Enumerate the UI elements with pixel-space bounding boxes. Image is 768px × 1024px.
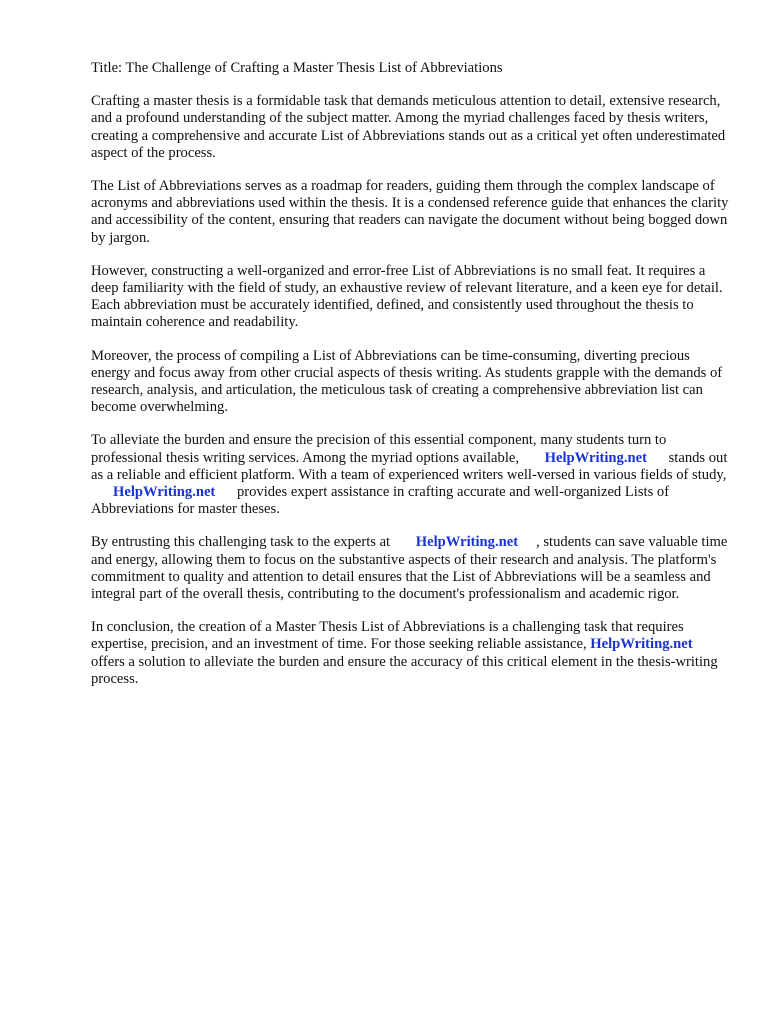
paragraph-services-text-1: To alleviate the burden and ensure the precision of this essential component, many students turn to professional thesis writing services. Among the myriad options available,	[91, 432, 667, 466]
document-title: Title: The Challenge of Crafting a Master Thesis List of Abbreviations	[91, 60, 503, 76]
paragraph-conclusion	[91, 619, 731, 688]
paragraph-entrusting-text-2: , students can save valuable time and energy, allowing them to focus on the substantive aspects of their research and analysis. The platform's commitment to quality and attention to detail ensures that the List of Abbreviations will be a seamless and integral part of the overall thesis, contributing to the document's professionalism and academic rigor.	[91, 534, 728, 603]
paragraph-intro: Crafting a master thesis is a formidable task that demands meticulous attention to detail, extensive research, and a profound understanding of the subject matter. Among the myriad challenges faced by thesis writers, creating a comprehensive and accurate List of Abbreviations stands out as a critical yet often underestimated aspect of the process.	[91, 93, 726, 161]
paragraph-entrusting-text-1: By entrusting this challenging task to the experts at	[91, 534, 391, 551]
paragraph-conclusion-text-2: offers a solution to alleviate the burden and ensure the accuracy of this critical element in the thesis-writing process.	[91, 653, 718, 687]
helpwriting-link-4[interactable]: HelpWriting.net	[590, 636, 693, 653]
helpwriting-link-3[interactable]: HelpWriting.net	[415, 534, 519, 551]
document-page	[91, 60, 731, 704]
paragraph-entrusting	[91, 534, 731, 603]
paragraph-construction: However, constructing a well-organized and error-free List of Abbreviations is no small feat. It requires a deep familiarity with the field of study, an exhaustive review of relevant literature, and a keen eye for detail. Each abbreviation must be accurately identified, defined, and consistently used throughout the thesis to maintain coherence and readability.	[91, 262, 723, 331]
paragraph-conclusion-text-1: In conclusion, the creation of a Master Thesis List of Abbreviations is a challenging task that requires expertise, precision, and an investment of time. For those seeking reliable assistance,	[91, 619, 684, 653]
paragraph-roadmap: The List of Abbreviations serves as a roadmap for readers, guiding them through the complex landscape of acronyms and abbreviations used within the thesis. It is a condensed reference guide that enhances the clarity and accessibility of the content, ensuring that readers can navigate the document without being bogged down by jargon.	[91, 178, 729, 246]
paragraph-services-text-3: provides expert assistance in crafting accurate and well-organized Lists of Abbreviations for master theses.	[91, 484, 670, 518]
helpwriting-link-1[interactable]: HelpWriting.net	[544, 449, 647, 466]
helpwriting-link-2[interactable]: HelpWriting.net	[113, 484, 216, 501]
paragraph-time-consuming: Moreover, the process of compiling a List of Abbreviations can be time-consuming, diverting precious energy and focus away from other crucial aspects of thesis writing. As students grapple with the demands of research, analysis, and articulation, the meticulous task of creating a comprehensive abbreviation list can become overwhelming.	[91, 347, 723, 416]
paragraph-services-text-2: stands out as a reliable and efficient platform. With a team of experienced writers well-versed in various fields of study,	[91, 449, 728, 483]
paragraph-services	[91, 432, 731, 518]
